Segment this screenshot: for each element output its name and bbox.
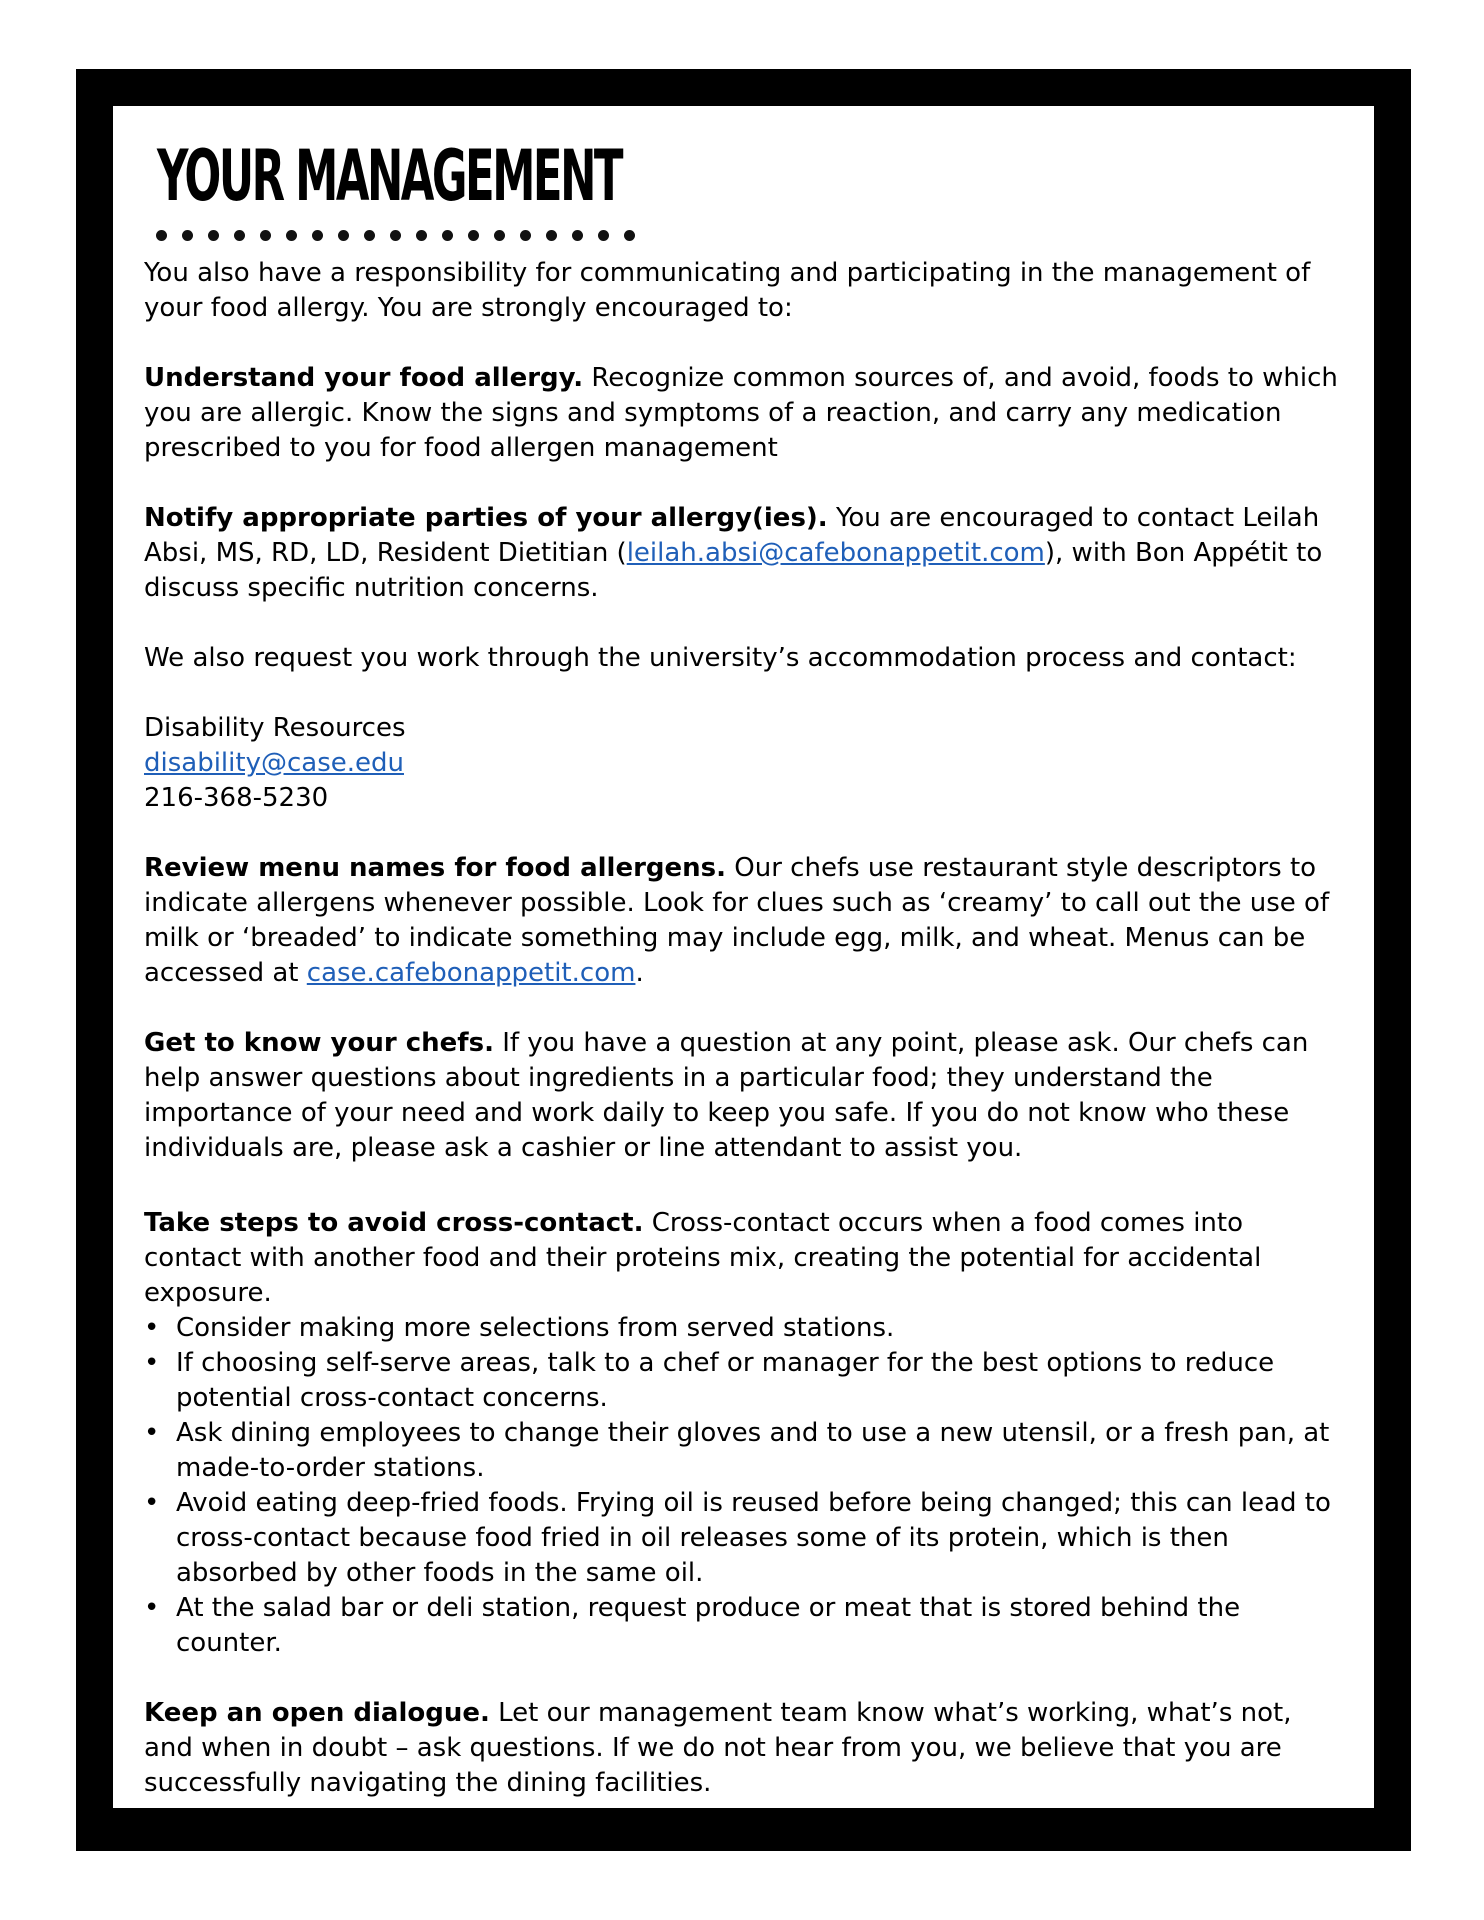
disability-email-link[interactable]: disability@case.edu bbox=[144, 748, 404, 778]
review-text-before: Our chefs use restaurant style descriptors to indicate allergens whenever possible. Look for clues such as ‘creamy’ to call out the use of milk or ‘breaded’ to indicate something may include egg, milk, and wheat. Menus can be accessed at bbox=[144, 853, 1330, 988]
dialogue-text: Let our management team know what’s working, what’s not, and when in doubt – ask questions. If we do not hear from you, we believe that you are successfully navigating the dining facilities. bbox=[144, 1698, 1292, 1798]
page-border-frame bbox=[76, 69, 1411, 1851]
chefs-paragraph bbox=[144, 1026, 1344, 1166]
notify-text-before: You are encouraged to contact Leilah Absi, MS, RD, LD, Resident Dietitian ( bbox=[144, 503, 1320, 568]
notify-paragraph bbox=[144, 501, 1344, 606]
understand-text: Recognize common sources of, and avoid, foods to which you are allergic. Know the signs and symptoms of a reaction, and carry any medication prescribed to you for food allergen management bbox=[144, 363, 1338, 463]
list-item: • Avoid eating deep-fried foods. Frying oil is reused before being changed; this can lead to cross-contact because food fried in oil releases some of its protein, which is then absorbed by other foods in the same oil. bbox=[144, 1488, 1331, 1588]
accommodation-paragraph: We also request you work through the university’s accommodation process and contact: bbox=[144, 643, 1297, 673]
dietitian-email-link[interactable]: leilah.absi@cafebonappetit.com bbox=[626, 538, 1045, 568]
contact-name: Disability Resources bbox=[144, 713, 406, 743]
bullet-icon: • bbox=[144, 1313, 160, 1343]
cross-contact-list bbox=[144, 1311, 1344, 1661]
contact-block bbox=[144, 711, 1344, 816]
review-paragraph bbox=[144, 851, 1344, 991]
notify-text-after: ), with Bon Appétit to discuss specific nutrition concerns. bbox=[144, 538, 1323, 603]
intro-paragraph: You also have a responsibility for communicating and participating in the management of your food allergy. You are strongly encouraged to: bbox=[144, 258, 1311, 323]
dialogue-heading: Keep an open dialogue. bbox=[144, 1698, 490, 1728]
notify-heading: Notify appropriate parties of your allergy(ies). bbox=[144, 503, 828, 533]
page-title: YOUR MANAGEMENT bbox=[157, 135, 622, 217]
understand-paragraph bbox=[144, 361, 1344, 466]
dialogue-paragraph bbox=[144, 1696, 1344, 1801]
review-text-after: . bbox=[635, 958, 644, 988]
bullet-icon: • bbox=[144, 1348, 160, 1378]
cross-contact-paragraph bbox=[144, 1206, 1344, 1311]
cross-contact-heading: Take steps to avoid cross-contact. bbox=[144, 1208, 644, 1238]
list-item: • At the salad bar or deli station, request produce or meat that is stored behind the counter. bbox=[144, 1593, 1241, 1658]
understand-heading: Understand your food allergy. bbox=[144, 363, 584, 393]
dotted-divider bbox=[156, 230, 635, 244]
menu-website-link[interactable]: case.cafebonappetit.com bbox=[306, 958, 636, 988]
document-body bbox=[144, 256, 1344, 1801]
review-heading: Review menu names for food allergens. bbox=[144, 853, 727, 883]
bullet-icon: • bbox=[144, 1488, 160, 1518]
contact-phone: 216-368-5230 bbox=[144, 783, 329, 813]
bullet-icon: • bbox=[144, 1593, 160, 1623]
chefs-text: If you have a question at any point, please ask. Our chefs can help answer questions about ingredients in a particular food; they understand the importance of your need and work daily to keep you safe. If you do not know who these individuals are, please ask a cashier or line attendant to assist you. bbox=[144, 1028, 1309, 1163]
page-content-area bbox=[113, 106, 1374, 1808]
list-item: • Ask dining employees to change their gloves and to use a new utensil, or a fresh pan, at made-to-order stations. bbox=[144, 1418, 1330, 1483]
cross-contact-text: Cross-contact occurs when a food comes into contact with another food and their proteins mix, creating the potential for accidental exposure. bbox=[144, 1208, 1262, 1308]
chefs-heading: Get to know your chefs. bbox=[144, 1028, 494, 1058]
list-item: • Consider making more selections from served stations. bbox=[144, 1311, 1344, 1346]
list-item: • If choosing self-serve areas, talk to a chef or manager for the best options to reduce potential cross-contact concerns. bbox=[144, 1348, 1275, 1413]
bullet-icon: • bbox=[144, 1418, 160, 1448]
